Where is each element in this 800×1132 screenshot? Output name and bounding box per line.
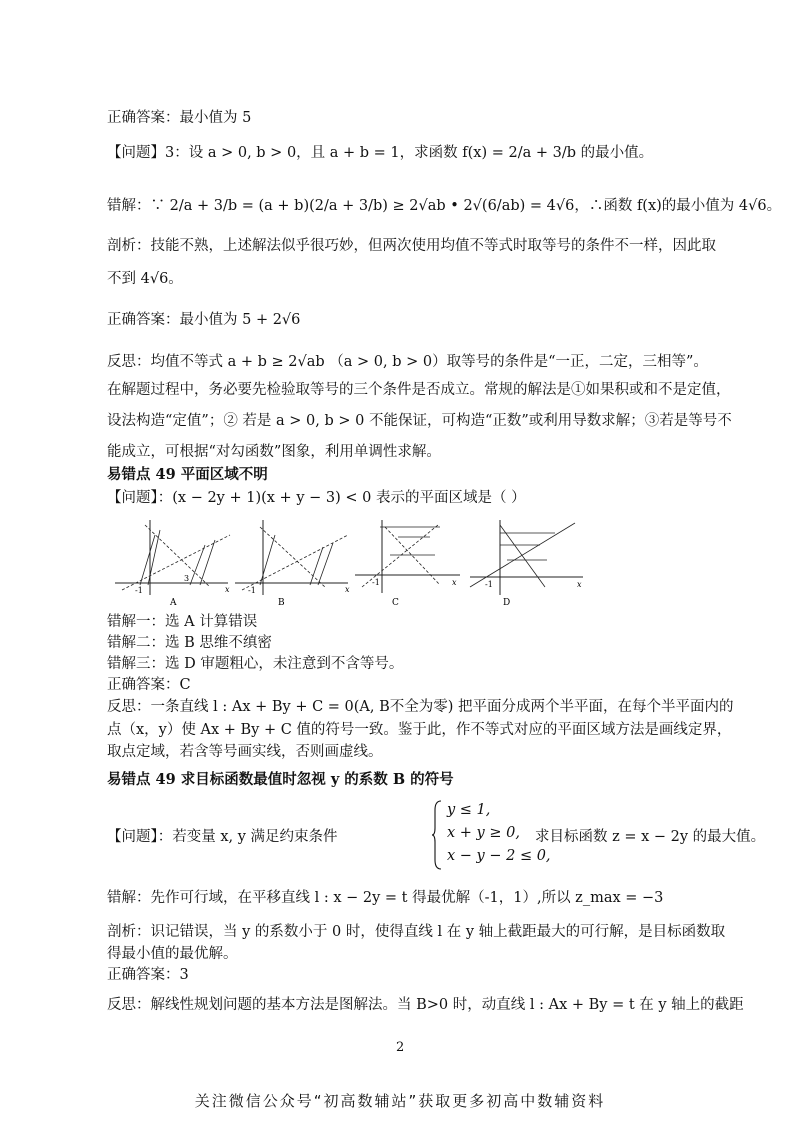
wrong-solution: 错解：先作可行域，在平移直线 l : x − 2y = t 得最优解（-1，1）,所以 z_max = −3	[107, 890, 664, 906]
analysis-line: 得最小值的最优解。	[107, 946, 238, 962]
reflection-line: 点（x，y）使 Ax + By + C 值的符号一致。鉴于此，作不等式对应的平面区域方法是画线定界，	[107, 722, 732, 738]
reflection-line: 反思：一条直线 l : Ax + By + C = 0(A, B不全为零) 把平面分成两个半平面，在每个半平面内的	[107, 699, 734, 715]
constraint-3: x − y − 2 ≤ 0,	[447, 848, 551, 864]
left-brace-icon	[432, 800, 442, 870]
region-option-figures	[110, 515, 590, 607]
wrong-solution-3: 错解三：选 D 审题粗心，未注意到不含等号。	[107, 656, 404, 672]
wrong-solution: 错解：∵ 2/a + 3/b = (a + b)(2/a + 3/b) ≥ 2√ab • 2√(6/ab) = 4√6，∴函数 f(x)的最小值为 4√6。	[107, 198, 782, 214]
text-line: 正确答案：最小值为 5	[107, 110, 252, 126]
reflection-line: 反思：均值不等式 a + b ≥ 2√ab （a > 0, b > 0）取等号的条件是“一正，二定，三相等”。	[107, 354, 708, 370]
analysis-line: 不到 4√6。	[107, 271, 183, 287]
objective-text: 求目标函数 z = x − 2y 的最大值。	[535, 829, 766, 845]
tick-label: -1	[248, 586, 256, 595]
axis-label: x	[345, 585, 350, 594]
wrong-solution-2: 错解二：选 B 思维不缜密	[107, 635, 272, 651]
figure-a	[115, 520, 230, 607]
axis-label: x	[577, 580, 582, 589]
constraint-2: x + y ≥ 0,	[447, 825, 520, 841]
section-heading: 易错点 49 平面区域不明	[107, 466, 268, 483]
page-number: 2	[396, 1040, 405, 1055]
reflection-line: 反思：解线性规划问题的基本方法是图解法。当 B>0 时，动直线 l : Ax + By = t 在 y 轴上的截距	[107, 997, 744, 1013]
tick-label: -1	[135, 586, 143, 595]
figure-label: C	[392, 598, 399, 607]
constraint-1: y ≤ 1,	[447, 802, 491, 818]
correct-answer: 正确答案：3	[107, 967, 189, 983]
correct-answer: 正确答案：最小值为 5 + 2√6	[107, 312, 301, 328]
problem-3-statement: 【问题】3：设 a > 0, b > 0，且 a + b = 1，求函数 f(x) = 2/a + 3/b 的最小值。	[107, 145, 654, 161]
figure-d	[470, 520, 583, 607]
analysis-line: 剖析：技能不熟，上述解法似乎很巧妙，但两次使用均值不等式时取等号的条件不一样，因此取	[107, 238, 716, 254]
problem-label: 【问题】：若变量 x, y 满足约束条件	[107, 829, 338, 845]
constraint-problem	[107, 800, 766, 870]
reflection-line: 取点定域，若含等号画实线，否则画虚线。	[107, 744, 383, 760]
figure-label: B	[278, 598, 285, 607]
footer-banner: 关注微信公众号“初高数辅站”获取更多初高中数辅资料	[194, 1092, 606, 1110]
problem-region-statement: 【问题】：(x − 2y + 1)(x + y − 3) < 0 表示的平面区域是（ ）	[107, 490, 526, 506]
correct-answer: 正确答案：C	[107, 677, 191, 693]
tick-label: -1	[372, 578, 380, 587]
figure-b	[235, 520, 350, 607]
figure-label: D	[503, 598, 511, 607]
reflection-line: 能成立，可根据“对勾函数”图象，利用单调性求解。	[107, 444, 441, 460]
wrong-solution-1: 错解一：选 A 计算错误	[107, 614, 258, 630]
axis-label: x	[225, 585, 230, 594]
figure-c	[355, 520, 460, 607]
tick-label: -1	[485, 580, 493, 589]
reflection-line: 设法构造“定值”；② 若是 a > 0, b > 0 不能保证，可构造“正数”或利用导数求解；③若是等号不	[107, 413, 732, 429]
section-heading: 易错点 49 求目标函数最值时忽视 y 的系数 B 的符号	[107, 771, 454, 788]
figure-label: A	[170, 598, 177, 607]
reflection-line: 在解题过程中，务必要先检验取等号的三个条件是否成立。常规的解法是①如果积或和不是定值，	[107, 382, 731, 398]
tick-label: 3	[184, 574, 190, 583]
analysis-line: 剖析：识记错误，当 y 的系数小于 0 时，使得直线 l 在 y 轴上截距最大的可行解，是目标函数取	[107, 924, 726, 940]
axis-label: x	[452, 578, 457, 587]
